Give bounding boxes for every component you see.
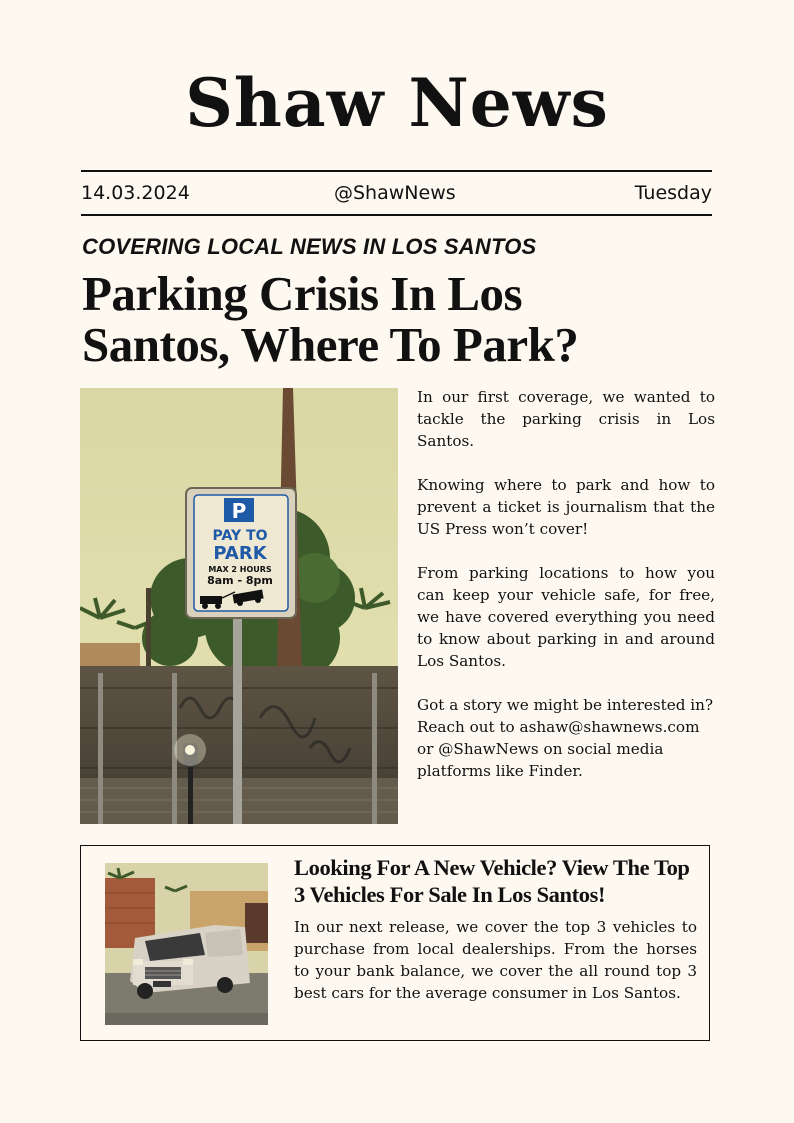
bottom-rule [81,214,712,216]
article-paragraph-3: From parking locations to how you can keep your vehicle safe, for free, we have covered everything you need to know about parking in and around Los Santos. [417,564,715,670]
promo-title: Looking For A New Vehicle? View The Top 3 Vehicles For Sale In Los Santos! [294,855,690,907]
article-headline [82,268,722,370]
article-paragraph-2: Knowing where to park and how to prevent a ticket is journalism that the US Press won’t cover! [417,476,715,538]
article-photo [80,388,398,824]
social-handle: @ShawNews [334,182,456,204]
promo-photo [105,863,268,1025]
sign-line-2: PARK [213,543,267,564]
issue-date: 14.03.2024 [81,182,190,204]
headline-line-2: Santos, Where To Park? [82,317,579,372]
promo-text: In our next release, we cover the top 3 vehicles to purchase from local dealerships. From the horses to your bank balance, we cover the all round top 3 best cars for the average consumer in Los Santos. [294,918,697,1002]
article-paragraph-4: Got a story we might be interested in? Reach out to ashaw@shawnews.com or @ShawNews on social media platforms like Finder. [417,696,714,780]
masthead-title: Shaw News [185,64,609,142]
sign-line-1: PAY TO [212,528,268,544]
issue-day: Tuesday [634,182,712,204]
dateline [81,182,712,208]
promo-box [80,845,710,1041]
article-paragraph-1: In our first coverage, we wanted to tackle the parking crisis in Los Santos. [417,388,715,450]
article-kicker: COVERING LOCAL NEWS IN LOS SANTOS [82,234,537,259]
article-body [417,386,715,804]
sign-line-4: 8am - 8pm [207,574,273,587]
top-rule [81,170,712,172]
sign-letter: P [231,499,247,523]
headline-line-1: Parking Crisis In Los [82,266,523,321]
sign-line-3: MAX 2 HOURS [208,565,272,574]
